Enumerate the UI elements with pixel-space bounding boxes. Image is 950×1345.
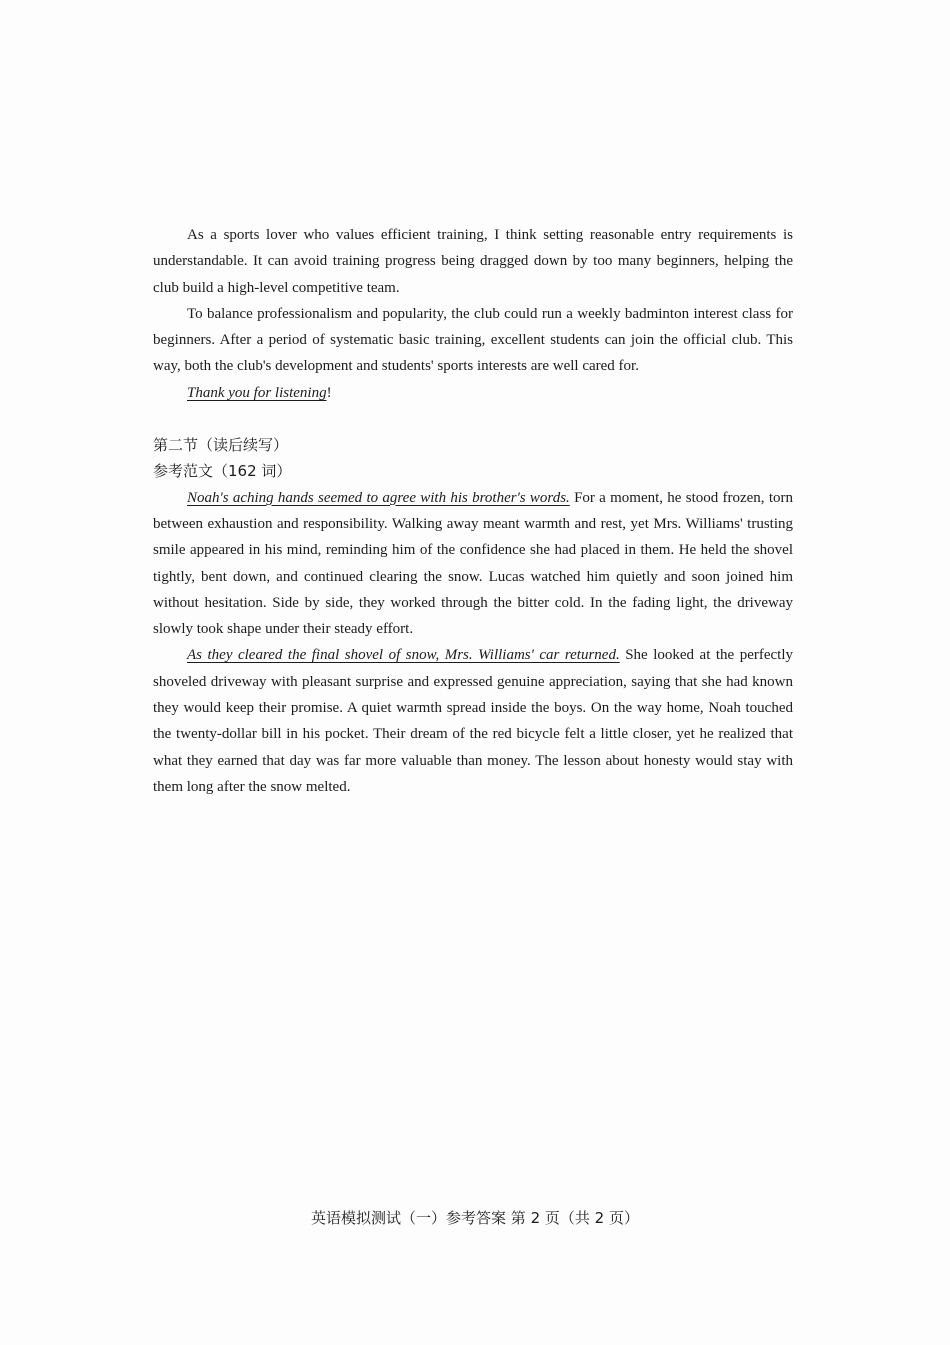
speech-closing-punct: !: [326, 384, 332, 401]
continuation-paragraph-2-text: She looked at the perfectly shoveled driveway with pleasant surprise and expressed genuine appreciation, saying that she had known they would keep their promise. A quiet warmth spread inside the boys. On the way home, Noah touched the twenty-dollar bill in his pocket. Their dream of the red bicycle felt a little closer, yet he realized that what they earned that day was far more valuable than money. The lesson about honesty would stay with them long after the snow melted.: [153, 647, 793, 795]
continuation-paragraph-1-text: For a moment, he stood frozen, torn between exhaustion and responsibility. Walking away meant warmth and rest, yet Mrs. Williams' trusting smile appeared in his mind, reminding him of the confidence she had placed in them. He held the shovel tightly, bent down, and continued clearing the snow. Lucas watched him quietly and soon joined him without hesitation. Side by side, they worked through the bitter cold. In the fading light, the driveway slowly took shape under their steady effort.: [153, 489, 793, 638]
speech-paragraph-2-text: To balance professionalism and popularity, the club could run a weekly badminton interest class for beginners. After a period of systematic basic training, excellent students can join the official club. This way, both the club's development and students' sports interests are well cared for.: [153, 305, 793, 375]
continuation-paragraph-1: [153, 485, 793, 643]
essay-title: 参考范文（162 词）: [153, 462, 292, 481]
continuation-paragraph-2-opening: As they cleared the final shovel of snow, Mrs. Williams' car returned.: [187, 647, 620, 664]
speech-paragraph-2: [153, 301, 793, 380]
speech-paragraph-1-text: As a sports lover who values efficient training, I think setting reasonable entry requirements is understandable. It can avoid training progress being dragged down by too many beginners, helping the club build a high-level competitive team.: [153, 227, 793, 296]
section-gap: [153, 406, 793, 432]
continuation-paragraph-2: [153, 642, 793, 800]
speech-closing-text: Thank you for listening: [187, 384, 327, 401]
speech-paragraph-1: [153, 222, 793, 301]
continuation-paragraph-1-opening: Noah's aching hands seemed to agree with his brother's words.: [187, 489, 570, 506]
page-content: [153, 222, 793, 800]
section-title: 第二节（读后续写）: [153, 436, 289, 455]
page-footer: 英语模拟测试（一）参考答案 第 2 页（共 2 页）: [311, 1209, 639, 1227]
speech-closing: [153, 380, 793, 406]
